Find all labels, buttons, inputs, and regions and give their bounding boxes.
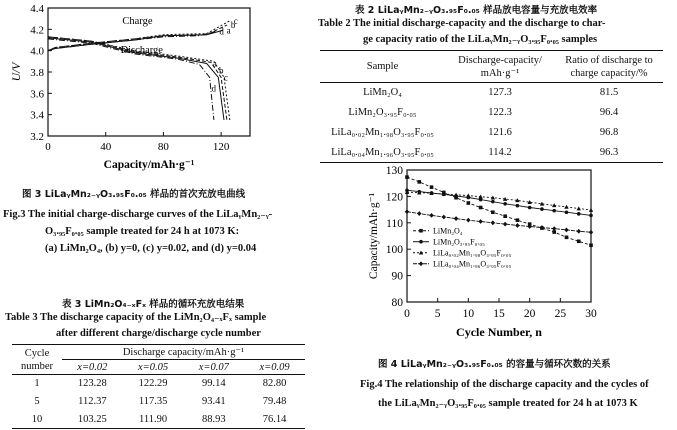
fig4-data-point — [589, 214, 593, 218]
fig3-y-tick-label: 3.4 — [30, 109, 44, 122]
fig3-curve-label-bottom: b — [219, 65, 224, 76]
table2-title-cn: 表 2 LiLaᵧMn₂₋ᵧO₃.₉₅F₀.₀₅ 样品放电容量与充放电效率 — [355, 5, 598, 16]
fig4-y-tick-label: 110 — [386, 217, 403, 230]
fig4-data-point — [564, 228, 568, 233]
fig3-x-tick-label: 80 — [157, 141, 169, 153]
table3-cell: 93.41 — [201, 396, 226, 407]
fig4-x-axis-label: Cycle Number, n — [456, 325, 542, 339]
fig3-caption-en-line1: Fig.3 The initial charge-discharge curves of the LiLaᵧMn₂₋ᵧ- — [3, 209, 273, 220]
table3-subheader: x=0.09 — [259, 361, 290, 373]
table3-cell: 1 — [34, 378, 40, 390]
table2-header-capacity: Discharge-capacity/ mAh·g⁻¹ — [458, 54, 542, 79]
fig4-data-point — [589, 208, 593, 212]
fig4-legend-marker — [419, 229, 423, 233]
table3-cell: 117.35 — [138, 396, 168, 407]
fig4-data-point — [417, 180, 421, 184]
table2-header-ratio: Ratio of discharge to charge capacity/% — [565, 54, 653, 79]
fig4-data-point — [466, 193, 470, 197]
fig3-x-tick-label: 120 — [212, 141, 230, 153]
table3-cell: 123.28 — [77, 378, 107, 390]
fig3-curve-label-bottom: c — [223, 72, 228, 83]
fig3-y-axis-label: U/V — [11, 62, 23, 82]
fig4-data-point — [491, 210, 495, 214]
fig4-legend-marker — [419, 261, 423, 266]
fig4-data-point — [589, 230, 593, 235]
table2-title-en-line1: Table 2 The initial discharge-capacity and the discharge to char- — [318, 18, 606, 29]
table3-cell: 111.90 — [139, 413, 168, 425]
fig4-y-tick-label: 130 — [385, 165, 403, 177]
fig4-x-tick-label: 25 — [554, 308, 567, 320]
fig3-caption-en-line3: (a) LiMn₂O₄, (b) y=0, (c) y=0.02, and (d) y=0.04 — [45, 243, 257, 254]
fig4-legend-marker — [419, 240, 423, 244]
fig4-data-point — [405, 175, 409, 179]
table2-cell: 81.5 — [599, 87, 619, 99]
table2-cell: 121.6 — [488, 127, 512, 138]
table-row — [320, 83, 663, 103]
table2-cell: LiMn₂O₄ — [363, 87, 402, 99]
table-row — [320, 123, 663, 143]
fig4-data-point — [491, 200, 495, 204]
fig4-caption-cn: 图 4 LiLaᵧMn₂₋ᵧO₃.₉₅F₀.₀₅ 的容量与循环次数的关系 — [378, 359, 611, 370]
fig3-y-tick-label: 3.2 — [30, 131, 44, 143]
fig4-y-tick-label: 100 — [385, 244, 403, 257]
table3-cell: 122.29 — [138, 378, 168, 390]
table3-subheader: x=0.02 — [77, 361, 108, 373]
table3-header-group: Discharge capacity/mAh·g⁻¹ — [62, 345, 305, 360]
table3-cell: 5 — [34, 396, 40, 407]
fig4-caption-en-line1: Fig.4 The relationship of the discharge capacity and the cycles of — [360, 379, 649, 390]
fig4-data-point — [478, 219, 482, 224]
fig4-data-point — [589, 243, 593, 247]
table2-cell: LiMn₂O₃.₉₅F₀.₀₅ — [348, 107, 417, 118]
fig4-y-tick-label: 90 — [391, 270, 403, 283]
fig4-data-point — [515, 223, 519, 228]
table3 — [12, 344, 305, 429]
fig3-x-axis-label: Capacity/mAh·g⁻¹ — [103, 159, 195, 171]
fig4-legend-label: LiLa₀.₀₂Mn₁.₉₈O₃.₉₅F₀.₀₅ — [433, 248, 512, 258]
fig4-data-point — [454, 193, 458, 197]
fig4-x-tick-label: 10 — [462, 308, 475, 320]
fig3-x-tick-label: 0 — [45, 141, 51, 153]
table2-title-en-line2: ge capacity ratio of the LiLaᵧMn₂₋ᵧO₃.₉₅F₀.₀₅ samples — [363, 34, 598, 45]
table3-subheader: x=0.07 — [198, 361, 229, 373]
table3-cell: 99.14 — [201, 378, 226, 390]
fig4-data-point — [552, 209, 556, 213]
fig4-data-point — [577, 212, 581, 216]
table-row — [12, 411, 305, 429]
fig4-data-point — [516, 218, 520, 222]
table2-cell: 127.3 — [488, 87, 512, 99]
table-row — [12, 393, 305, 411]
fig4-caption-en-line2: the LiLaᵧMn₂₋ᵧO₃.₉₅F₀.₀₅ sample treated for 24 h at 1073 K — [378, 398, 638, 409]
fig4-series-line-2 — [407, 190, 591, 215]
table2 — [320, 50, 663, 163]
fig4-data-point — [491, 220, 495, 225]
table2-cell: 114.2 — [488, 146, 512, 158]
fig4-y-tick-label: 80 — [391, 297, 403, 309]
table3-cell: 82.80 — [262, 378, 287, 390]
fig3-caption-cn: 图 3 LiLaᵧMn₂₋ᵧO₃.₉₅F₀.₀₅ 样品的首次充放电曲线 — [22, 189, 246, 200]
table2-cell: 96.4 — [599, 107, 619, 118]
fig4-x-tick-label: 30 — [585, 308, 597, 320]
fig3-curve-label-top: d — [219, 26, 224, 37]
table3-cell: 10 — [31, 413, 43, 425]
fig4-data-point — [503, 214, 507, 218]
fig4-chart — [355, 160, 677, 350]
fig4-data-point — [577, 239, 581, 243]
fig4-data-point — [417, 211, 421, 216]
fig4-series-line-3 — [407, 192, 591, 210]
fig4-data-point — [503, 222, 507, 227]
table2-cell: 122.3 — [488, 107, 512, 118]
fig3-y-tick-label: 3.8 — [30, 67, 44, 79]
table3-header-cycle: Cycle number — [12, 345, 62, 375]
table2-header-row — [320, 51, 663, 83]
fig3-curve-label-bottom: d — [211, 83, 216, 94]
table-row — [320, 103, 663, 123]
fig4-data-point — [429, 213, 433, 218]
table3-cell: 103.25 — [77, 413, 107, 425]
fig4-x-tick-label: 5 — [434, 308, 441, 320]
fig4-legend-label: LiMn₂O₄ — [433, 226, 463, 236]
fig4-data-point — [467, 201, 471, 205]
fig4-data-point — [454, 216, 458, 221]
fig3-caption-en-line2: O₃.₉₅F₀.₀₅ sample treated for 24 h at 1073 K: — [45, 226, 240, 237]
table2-cell: 96.3 — [599, 146, 619, 158]
table3-subheader: x=0.05 — [138, 361, 169, 373]
table3-title-cn: 表 3 LiMn₂O₄₋ₓFₓ 样品的循环充放电结果 — [62, 299, 245, 310]
fig3-y-tick-label: 4.0 — [30, 45, 44, 58]
fig4-x-tick-label: 0 — [404, 308, 410, 320]
table2-cell: LiLa₀.₀₂Mn₁.₉₈O₃.₉₅F₀.₀₅ — [331, 127, 434, 138]
fig4-data-point — [516, 204, 520, 208]
fig3-y-tick-label: 3.6 — [30, 88, 44, 101]
table3-cell: 79.48 — [262, 396, 287, 407]
fig3-curve-label-top: b — [230, 20, 236, 31]
fig4-data-point — [540, 207, 544, 211]
fig3-curve-label-top: a — [226, 25, 231, 36]
fig4-data-point — [528, 206, 532, 210]
fig3-chart — [0, 0, 290, 185]
fig4-data-point — [479, 206, 483, 210]
table3-cell: 76.14 — [262, 413, 287, 425]
fig3-annotation-charge: Charge — [122, 16, 153, 27]
fig4-data-point — [442, 215, 446, 220]
fig4-data-point — [503, 202, 507, 206]
table3-title-en-line2: after different charge/discharge cycle number — [56, 328, 261, 339]
fig4-data-point — [565, 236, 569, 240]
fig4-y-tick-label: 120 — [385, 191, 403, 204]
fig4-data-point — [577, 206, 581, 210]
fig3-annotation-discharge: Discharge — [120, 44, 163, 56]
table2-cell: 96.8 — [599, 127, 619, 138]
fig4-data-point — [430, 185, 434, 189]
fig3-curve-label-bottom: a — [212, 58, 217, 69]
fig3-y-tick-label: 4.4 — [30, 3, 44, 15]
fig4-legend-label: LiLa₀.₀₄Mn₁.₉₆O₃.₉₅F₀.₀₅ — [433, 259, 512, 269]
fig4-legend-label: LiMn₂O₃.₉₅F₀.₀₅ — [433, 237, 485, 247]
table3-cell: 112.37 — [78, 396, 107, 407]
fig4-data-point — [577, 229, 581, 234]
fig4-data-point — [565, 210, 569, 214]
fig4-y-axis-label: Capacity/mAh·g⁻¹ — [368, 192, 380, 280]
table3-cell: 88.93 — [201, 413, 226, 425]
table3-header-row-1 — [12, 345, 305, 360]
table3-title-en-line1: Table 3 The discharge capacity of the LiMn₂O₄₋ₓFₓ sample — [5, 312, 267, 323]
table2-cell: LiLa₀.₀₄Mn₁.₉₆O₃.₉₅F₀.₀₅ — [331, 146, 434, 158]
fig3-curve-label-top: c — [233, 15, 238, 26]
table-row — [12, 375, 305, 393]
fig4-x-tick-label: 20 — [523, 308, 536, 320]
fig4-data-point — [466, 218, 470, 223]
fig3-y-tick-label: 4.2 — [30, 24, 44, 37]
fig4-data-point — [405, 209, 409, 214]
fig3-x-tick-label: 40 — [100, 141, 112, 153]
table2-header-sample: Sample — [366, 61, 399, 72]
fig4-x-tick-label: 15 — [493, 308, 505, 320]
